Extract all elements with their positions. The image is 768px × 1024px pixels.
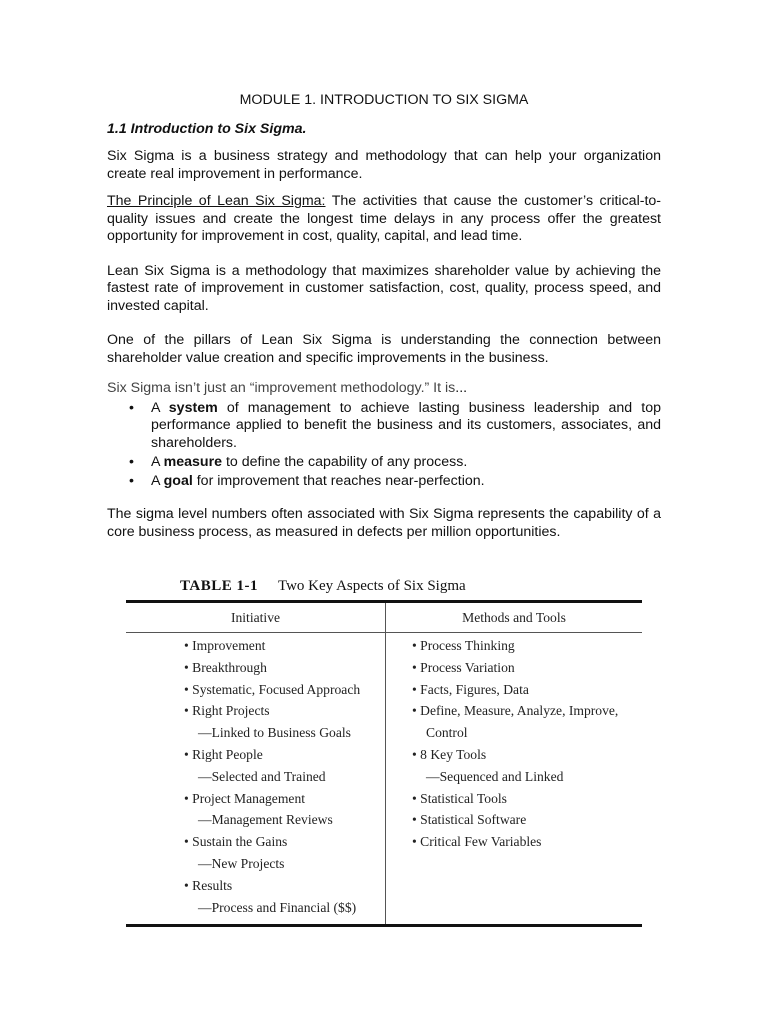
table-line: • Systematic, Focused Approach: [184, 681, 361, 697]
table-line: —Linked to Business Goals: [198, 725, 351, 741]
bullet-icon: •: [129, 399, 134, 416]
table-1-1: [126, 578, 642, 927]
methods-list: [386, 635, 642, 853]
sigma-paragraph: The sigma level numbers often associated with Six Sigma represents the capability of a core business process, as measured in defects per million opportunities.: [107, 506, 661, 540]
bullet-keyword: goal: [163, 472, 193, 489]
methods-cell: [386, 633, 643, 926]
table-line: —Selected and Trained: [198, 768, 326, 784]
principle-paragraph: [107, 193, 661, 246]
table-line: • Statistical Software: [412, 812, 527, 828]
table-label: TABLE 1-1: [180, 578, 258, 594]
document-page: [107, 92, 661, 541]
principle-label: The Principle of Lean Six Sigma:: [107, 193, 326, 209]
bullet-list: [107, 400, 661, 491]
table-line: Control: [426, 725, 468, 741]
section-heading: 1.1 Introduction to Six Sigma.: [107, 120, 307, 137]
table-line: • Results: [184, 877, 233, 893]
lean-paragraph: Lean Six Sigma is a methodology that maximizes shareholder value by achieving the fastest rate of improvement in customer satisfaction, cost, quality, process speed, and invested capital.: [107, 262, 661, 314]
table-title: Two Key Aspects of Six Sigma: [277, 578, 466, 594]
table-line: —Process and Financial ($$): [198, 899, 357, 915]
table-line: —New Projects: [198, 855, 285, 871]
table-line: • Define, Measure, Analyze, Improve,: [412, 703, 619, 719]
initiative-list: [126, 635, 385, 918]
table-line: • Sustain the Gains: [184, 834, 288, 850]
pillars-paragraph: One of the pillars of Lean Six Sigma is understanding the connection between shareholder value creation and specific improvements in the business.: [107, 332, 661, 366]
table-caption: [180, 578, 642, 600]
initiative-cell: [126, 633, 386, 926]
table-line: • Facts, Figures, Data: [412, 681, 529, 697]
is-line-ellipsis: ...: [455, 380, 468, 396]
table-line: • Right People: [184, 746, 263, 762]
intro-paragraph: Six Sigma is a business strategy and methodology that can help your organization create real improvement in performance.: [107, 148, 661, 182]
header-methods-tools: Methods and Tools: [386, 602, 643, 633]
is-line: [107, 380, 661, 398]
table-line: • Statistical Tools: [412, 790, 507, 806]
table-line: • Process Thinking: [412, 638, 515, 653]
list-item: • A goal for improvement that reaches near-perfection.: [129, 472, 485, 489]
is-line-main: Six Sigma isn’t just an “improvement methodology.” It is: [107, 380, 456, 396]
bullet-keyword: measure: [163, 453, 222, 470]
bullet-icon: •: [129, 453, 134, 470]
aspects-table: [126, 600, 642, 927]
bullet-icon: •: [129, 472, 134, 489]
table-line: • Process Variation: [412, 659, 515, 675]
module-title: MODULE 1. INTRODUCTION TO SIX SIGMA: [239, 92, 529, 108]
table-row: [126, 633, 642, 926]
principle-text: The activities that cause the customer’s critical-to-quality issues and create the longest time delays in any process offer the greatest opportunity for improvement in cost, quality, capital, and lead time.: [107, 193, 661, 244]
table-line: • Right Projects: [184, 703, 270, 719]
header-initiative: Initiative: [126, 602, 386, 633]
list-item: • A measure to define the capability of any process.: [129, 453, 468, 470]
table-line: • Critical Few Variables: [412, 834, 542, 850]
table-line: • Improvement: [184, 638, 266, 653]
bullet-keyword: system: [168, 399, 218, 416]
table-line: • Breakthrough: [184, 659, 267, 675]
table-line: —Sequenced and Linked: [426, 768, 564, 784]
table-line: —Management Reviews: [198, 812, 333, 828]
table-line: • 8 Key Tools: [412, 746, 487, 762]
table-line: • Project Management: [184, 790, 306, 806]
list-item: • A system of management to achieve lasting business leadership and top performance applied to benefit the business and its customers, associates, and shareholders.: [129, 399, 661, 451]
